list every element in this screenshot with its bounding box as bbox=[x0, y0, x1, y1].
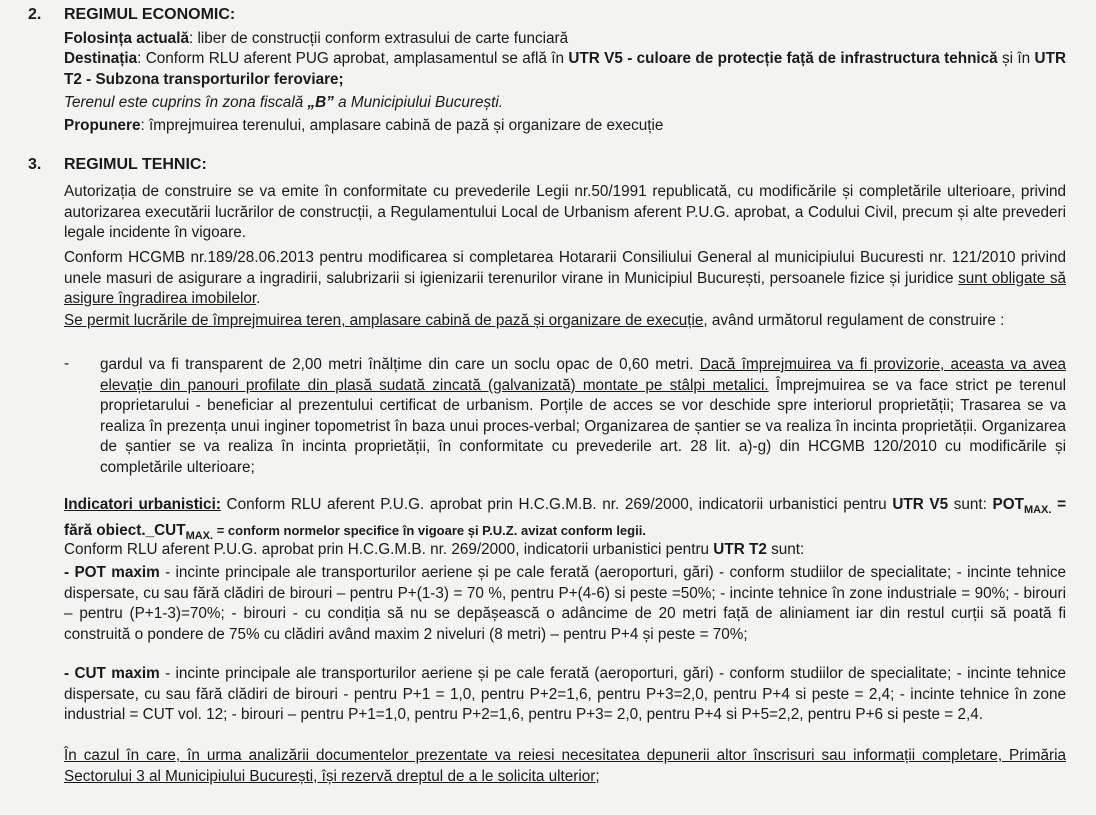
hcgmb-end: . bbox=[256, 290, 261, 307]
hcgmb-text: Conform HCGMB nr.189/28.06.2013 pentru modificarea si completarea Hotararii Consiliului General al municipiului Bucuresti nr. 121/2010 privind unele masuri de asigurare a ingradirii, salubrizarii si igienizarii terenurilor virane in Municipiul București, persoanele fizice și juridice bbox=[64, 249, 1066, 287]
cut-maxim-paragraph bbox=[64, 664, 1066, 726]
indicatori-label: Indicatori urbanistici: bbox=[64, 496, 221, 513]
pot-label: POT bbox=[992, 496, 1024, 513]
pot-value: = fără obiect. bbox=[64, 496, 1067, 539]
section-2-heading bbox=[28, 6, 235, 24]
lucrari-underlined: Se permit lucrările de împrejmuirea teren, amplasare cabină de pază și organizare de execuție bbox=[64, 312, 704, 329]
section-number: 3. bbox=[28, 156, 42, 173]
t2-utr: UTR T2 bbox=[713, 541, 767, 558]
destinatia-utr-t2: UTR T2 - Subzona transporturilor feroviare; bbox=[64, 50, 1066, 88]
propunere-paragraph bbox=[64, 116, 1066, 137]
cut-label: CUT bbox=[154, 521, 186, 539]
bullet-dash: - bbox=[64, 355, 70, 372]
hcgmb-paragraph bbox=[64, 248, 1066, 310]
gard-text: gardul va fi transparent de 2,00 metri înălțime din care un soclu opac de 0,60 metri. bbox=[100, 356, 700, 373]
cut-sub: MAX. bbox=[185, 529, 214, 542]
destinatia-paragraph bbox=[64, 49, 1066, 90]
gard-mid: Împrejmuirea se va face strict pe terenul proprietarului - beneficiar al prezentului certificat de urbanism. Porțile de acces se vor deschide spre interiorul proprietății bbox=[100, 376, 1066, 414]
cut-value: = conform normelor specifice în vigoare și P.U.Z. avizat conform legii. bbox=[213, 522, 646, 538]
teren-paragraph bbox=[64, 93, 1066, 114]
destinatia-utr-v5: UTR V5 - culoare de protecție față de infrastructura tehnică bbox=[568, 50, 998, 67]
destinatia-mid: și în bbox=[997, 50, 1035, 67]
teren-post: a Municipiului București. bbox=[333, 94, 504, 111]
gard-underlined: Dacă împrejmuirea va fi provizorie, aceasta va avea elevație din panouri profilate din plasă sudată zincată (galvanizată) montate pe stâlpi metalici. bbox=[100, 356, 1066, 394]
indicatori-sunt: sunt: bbox=[948, 496, 993, 513]
lucrari-paragraph bbox=[64, 311, 1066, 332]
indicatori-text: Conform RLU aferent P.U.G. aprobat prin H.C.G.M.B. nr. 269/2000, indicatorii urbanistici pentru bbox=[220, 496, 893, 513]
pot-maxim-text: - incinte principale ale transporturilor aeriene și pe cale ferată (aeroporturi, gări) - conform studiilor de specialitate; - incinte tehnice dispersate, cu sau fără clădiri de birouri – pentru P+(1-3) = 70 %, pentru P+(4-6) si peste =50%; - incinte tehnice în zone industriale = 90%; - birouri – pentru (P+1-3)=70%; - birouri - cu condiția să nu se depășească o adâncime de 20 metri față de aliniament iar din restul curții să poată fi construită o pondere de 75% cu clădiri având maxim 2 niveluri (8 metri) – pentru P+4 și peste = 70%; bbox=[64, 564, 1066, 643]
teren-pre: Terenul este cuprins în zona fiscală bbox=[64, 94, 308, 111]
section-title: REGIMUL ECONOMIC: bbox=[64, 6, 236, 23]
propunere-text: : împrejmuirea terenului, amplasare cabină de pază și organizare de execuție bbox=[140, 117, 664, 134]
final-paragraph: În cazul în care, în urma analizării documentelor prezentate va reiesi necesitatea depunerii altor înscrisuri sau informații completare, Primăria Sectorului 3 al Municipiului București, își rezervă dreptul de a le solicita ulterior; bbox=[64, 747, 1066, 785]
autorizatia-paragraph: Autorizația de construire se va emite în conformitate cu prevederile Legii nr.50/1991 republicată, cu modificările și completările ulterioare, privind autorizarea executării lucrărilor de construcții, a Regulamentului Local de Urbanism aferent P.U.G. aprobat, a Codului Civil, precum și alte prevederi legale incidente în vigoare. bbox=[64, 183, 1066, 241]
section-number: 2. bbox=[28, 6, 42, 23]
folosinta-label: Folosința actuală bbox=[64, 30, 189, 47]
hcgmb-underlined: sunt obligate să asigure îngradirea imobilelor bbox=[64, 269, 1066, 307]
destinatia-text: : Conform RLU aferent PUG aprobat, amplasamentul se află în bbox=[137, 50, 569, 67]
pot-maxim-paragraph bbox=[64, 563, 1066, 645]
gard-semicolon: ; bbox=[949, 397, 955, 414]
teren-zone: „B” bbox=[307, 94, 334, 111]
section-title: REGIMUL TEHNIC: bbox=[64, 156, 207, 173]
gard-paragraph bbox=[100, 355, 1066, 478]
propunere-label: Propunere bbox=[64, 117, 141, 134]
lucrari-text: , având următorul regulament de construire : bbox=[703, 312, 1005, 329]
indicatori-utr-v5: UTR V5 bbox=[892, 496, 949, 513]
pot-maxim-label: - POT maxim bbox=[64, 564, 160, 581]
gard-post: Trasarea se va realiza în prezența unui inginer topometrist în baza unui proces-verbal; Organizarea de șantier se va realiza în incinta proprietății. Organizarea de șantier se va realiza în incinta proprietății, în conformitate cu prevederile art. 28 lit. a)-g) din HCGMB 120/2010 cu modificările și completările ulterioare; bbox=[100, 397, 1066, 476]
cut-separator: _ bbox=[145, 521, 155, 539]
folosinta-text: : liber de construcții conform extrasului de carte funciară bbox=[188, 30, 569, 47]
cut-maxim-text: - incinte principale ale transporturilor aeriene și pe cale ferată (aeroporturi, gări) - conform studiilor de specialitate; - incinte tehnice dispersate, cu sau fără clădiri de birouri - pentru P+1 = 1,0, pentru P+2=1,6, pentru P+3=2,0, pentru P+4 si peste = 2,4; - incinte tehnice în zone industrial = CUT vol. 12; - birouri – pentru P+1=1,0, pentru P+2=1,6, pentru P+3= 2,0, pentru P+4 si P+5=2,2, pentru P+6 si peste = 2,4. bbox=[64, 665, 1067, 723]
folosinta-paragraph bbox=[64, 29, 1066, 50]
t2-text: Conform RLU aferent P.U.G. aprobat prin H.C.G.M.B. nr. 269/2000, indicatorii urbanistici pentru bbox=[64, 541, 714, 558]
destinatia-label: Destinația bbox=[64, 50, 138, 67]
t2-post: sunt: bbox=[766, 541, 805, 558]
t2-paragraph bbox=[64, 540, 1066, 561]
cut-maxim-label: - CUT maxim bbox=[64, 665, 160, 682]
indicatori-paragraph bbox=[64, 495, 1066, 546]
pot-sub: MAX. bbox=[1023, 504, 1052, 517]
section-3-heading bbox=[28, 156, 207, 174]
